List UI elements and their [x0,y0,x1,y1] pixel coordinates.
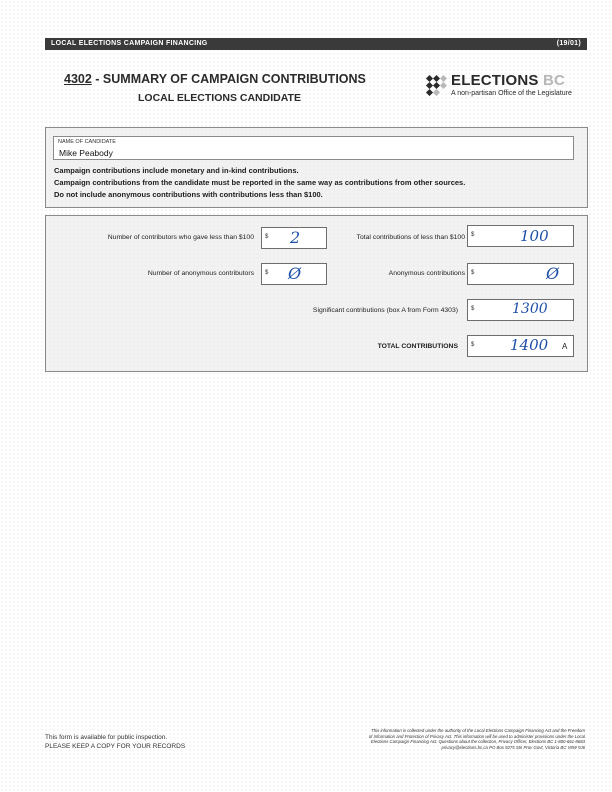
contributors-less-100-field[interactable] [261,227,327,249]
total-field[interactable] [467,335,574,357]
public-inspection-note: This form is available for public inspection. [45,734,168,741]
form-number: 4302 [64,72,92,86]
dollar-prefix: $ [471,270,475,276]
privacy-line-1: This information is collected under the authority of the Local Elections Campaign Financing Act and the Freedom [371,728,585,733]
significant-field[interactable] [467,299,574,321]
contributors-less-100-value: 2 [290,228,301,247]
logo-wordmark [451,72,565,89]
logo-tagline: A non-partisan Office of the Legislature [451,90,572,97]
candidate-section [45,127,588,208]
significant-label: Significant contributions (box A from Form 4303) [312,307,458,314]
total-less-100-label: Total contributions of less than $100 [356,234,465,241]
anonymous-value: Ø [546,264,560,283]
total-value: 1400 [510,336,549,354]
total-box-code: A [562,342,568,351]
anonymous-label: Anonymous contributions [388,270,465,277]
significant-value: 1300 [512,301,548,317]
form-title [64,72,366,86]
elections-bc-mark-icon [425,74,447,96]
privacy-line-3: Elections Campaign Financing Act. Questions about the collection, Privacy Officer, Elections BC 1-800-661-8683 [370,739,585,745]
form-title-main: - SUMMARY OF CAMPAIGN CONTRIBUTIONS [91,72,366,86]
contributions-section [45,215,588,372]
header-left-text: LOCAL ELECTIONS CAMPAIGN FINANCING [51,40,208,47]
instruction-2: Campaign contributions from the candidate must be reported in the same way as contributions from other sources. [54,178,466,187]
header-bar [45,38,587,50]
elections-bc-logo [425,72,590,102]
privacy-line-2: of Information and Protection of Privacy Act. This information will be used to administer provisions under the Local [368,733,585,739]
contributors-less-100-label: Number of contributors who gave less than $100 [107,234,254,241]
dollar-prefix: $ [265,270,269,276]
dollar-prefix: $ [471,232,475,238]
dollar-prefix: $ [265,234,269,240]
form-subtitle: LOCAL ELECTIONS CANDIDATE [138,92,301,104]
dollar-prefix: $ [471,342,475,348]
keep-copy-note: PLEASE KEEP A COPY FOR YOUR RECORDS [45,743,186,750]
instruction-1: Campaign contributions include monetary and in-kind contributions. [54,166,299,175]
privacy-line-4: privacy@elections.bc.ca PO Box 9275 Stn Prov Govt, Victoria BC V8W 9J6 [441,744,585,750]
anonymous-field[interactable] [467,263,574,285]
footer-left [45,733,185,751]
total-less-100-value: 100 [520,227,549,245]
candidate-name-field[interactable] [53,136,574,160]
num-anonymous-value: Ø [288,264,302,283]
num-anonymous-field[interactable] [261,263,327,285]
candidate-name-label: NAME OF CANDIDATE [58,139,116,145]
num-anonymous-label: Number of anonymous contributors [147,270,254,277]
dollar-prefix: $ [471,306,475,312]
logo-word: ELECTIONS [451,72,539,89]
privacy-notice [330,728,585,750]
logo-suffix: BC [543,72,566,89]
total-less-100-field[interactable] [467,225,574,247]
total-label: TOTAL CONTRIBUTIONS [377,343,458,350]
candidate-name-value: Mike Peabody [59,148,113,158]
form-version: (19/01) [556,40,581,47]
instruction-3: Do not include anonymous contributions with contributions less than $100. [54,190,323,199]
